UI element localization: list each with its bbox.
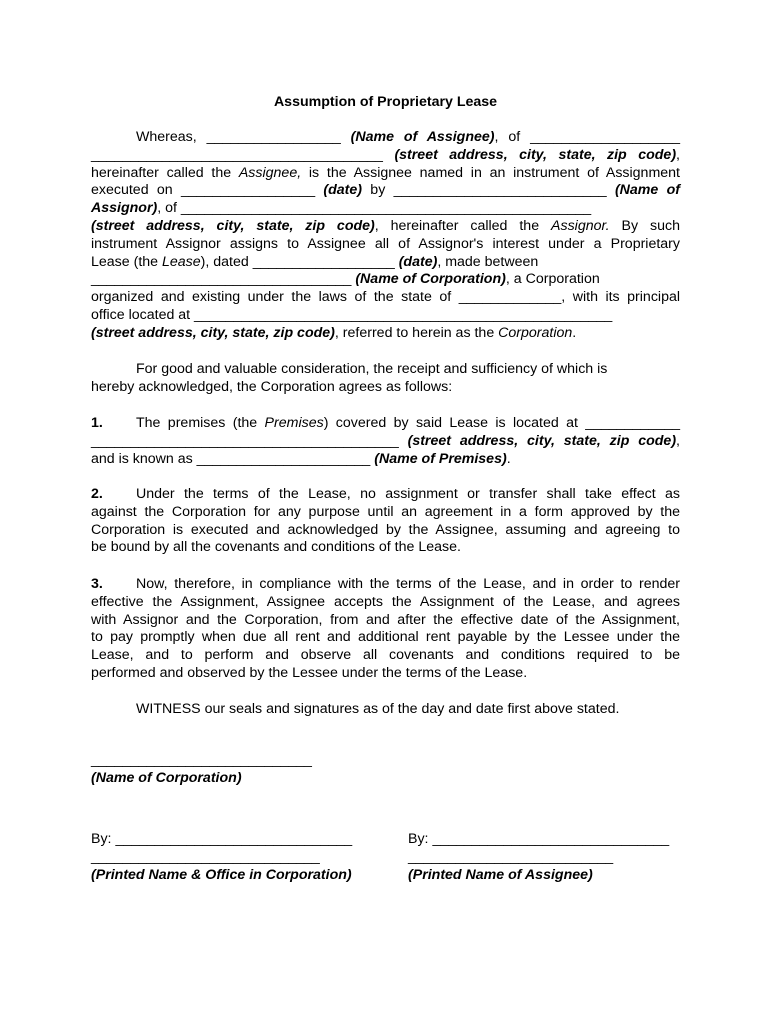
s1-line-2: _______________________________________ (street address, city, state, zip code), [91, 432, 680, 449]
section-2 [91, 486, 680, 557]
printed-name-assignee-label: (Printed Name of Assignee) [408, 867, 593, 883]
witness-paragraph [91, 701, 680, 719]
s1-line-3: and is known as ______________________ (Name of Premises). [91, 450, 511, 467]
s1-line-1: 1. The premises (the Premises) covered by said Lease is located at ____________ [91, 415, 680, 431]
s2-line-4: be bound by all the covenants and conditions of the Lease. [91, 539, 461, 556]
section-3 [91, 576, 680, 683]
printed-name-line-right: __________________________ [408, 849, 614, 865]
p1-line-4: executed on _________________ (date) by ___________________________ (Name of [91, 182, 680, 199]
p1-line-12: (street address, city, state, zip code), referred to herein as the Corporation. [91, 324, 577, 341]
p1-line-8: Lease (the Lease), dated __________________ (date), made between [91, 253, 539, 270]
p1-line-1: Whereas, _________________ (Name of Assignee), of ___________________ [136, 129, 680, 145]
section-number: 1. [91, 415, 103, 431]
p2-line-1: For good and valuable consideration, the receipt and sufficiency of which is [136, 361, 608, 377]
s2-line-2: against the Corporation for any purpose until an agreement in a form approved by the [91, 503, 680, 520]
p2-line-2: hereby acknowledged, the Corporation agrees as follows: [91, 378, 453, 395]
document-title: Assumption of Proprietary Lease [273, 94, 498, 110]
by-line-left: By: ______________________________ [91, 831, 353, 847]
s2-line-1: 2. Under the terms of the Lease, no assignment or transfer shall take effect as [91, 486, 680, 502]
p1-line-2: _____________________________________ (street address, city, state, zip code), [91, 146, 680, 163]
s3-line-6: performed and observed by the Lessee under the terms of the Lease. [91, 664, 528, 681]
p1-line-11: office located at _____________________________________________________ [91, 306, 613, 323]
printed-name-office-label: (Printed Name & Office in Corporation) [91, 867, 352, 883]
section-number: 2. [91, 486, 103, 502]
p1-line-3: hereinafter called the Assignee, is the Assignee named in an instrument of Assignment [91, 164, 680, 181]
s3-line-1: 3. Now, therefore, in compliance with the terms of the Lease, and in order to render [91, 576, 680, 592]
witness-line: WITNESS our seals and signatures as of the day and date first above stated. [136, 701, 620, 717]
p1-line-7: instrument Assignor assigns to Assignee all of Assignor's interest under a Proprietary [91, 235, 680, 252]
s2-line-3: Corporation is executed and acknowledged by the Assignee, assuming and agreeing to [91, 521, 680, 538]
p1-line-10: organized and existing under the laws of the state of _____________, with its principal [91, 289, 680, 306]
s3-line-2: effective the Assignment, Assignee accepts the Assignment of the Lease, and agrees [91, 593, 680, 610]
s3-line-4: to pay promptly when due all rent and additional rent payable by the Lessee under the [91, 629, 680, 646]
corporation-signature-line: ____________________________ [91, 752, 312, 768]
by-line-right: By: ______________________________ [408, 831, 670, 847]
p1-line-6: (street address, city, state, zip code), hereinafter called the Assignor. By such [91, 217, 680, 234]
corporation-name-label: (Name of Corporation) [91, 770, 242, 786]
section-number: 3. [91, 576, 103, 592]
section-1 [91, 415, 680, 468]
printed-name-line-left: _____________________________ [91, 849, 320, 865]
whereas-paragraph [91, 129, 680, 343]
s3-line-3: with Assignor and the Corporation, from and after the effective date of the Assignment, [91, 611, 680, 628]
p1-line-5: Assignor), of ____________________________________________________ [91, 200, 592, 217]
p1-line-9: _________________________________ (Name of Corporation), a Corporation [91, 271, 600, 288]
consideration-paragraph [91, 361, 680, 397]
s3-line-5: Lease, and to perform and observe all covenants and conditions required to be [91, 647, 680, 664]
